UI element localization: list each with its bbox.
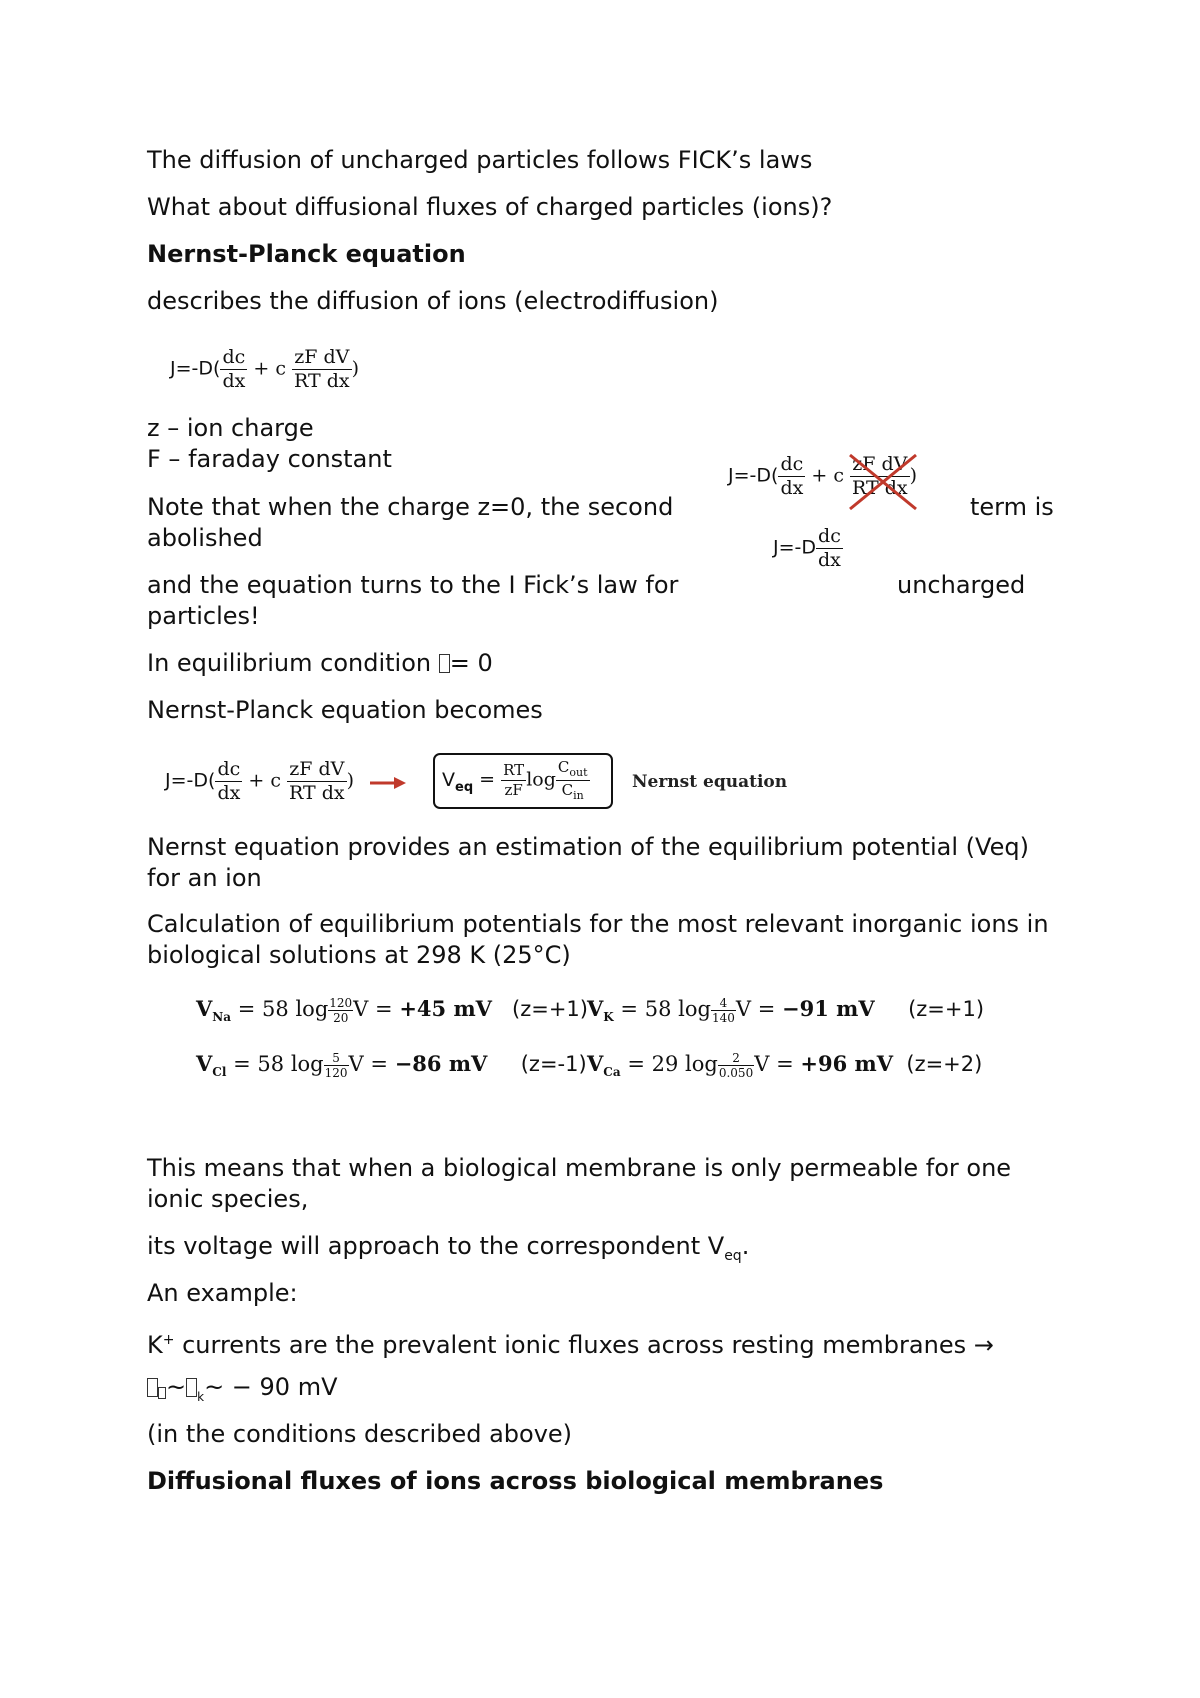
line-biological-solutions: biological solutions at 298 K (25°C) — [147, 941, 571, 969]
line-equilibrium-condition — [147, 648, 493, 679]
nernst-V: $V_{eq}$ — [442, 768, 474, 795]
eq-prefix: J=-D( — [728, 464, 779, 487]
line-np-becomes: Nernst-Planck equation becomes — [147, 696, 543, 724]
cross-out-mark — [846, 451, 920, 513]
heading-nernst-planck: Nernst-Planck equation — [147, 240, 466, 268]
eq-plus-c: + c — [248, 769, 281, 792]
nernst-log: log — [526, 768, 556, 791]
fick-dc-dx: $\frac{dc}{dx}$ — [818, 525, 841, 571]
line-nernst-provides: Nernst equation provides an estimation of the equilibrium potential (Veq) — [147, 833, 1029, 861]
missing-glyph-icon — [186, 1378, 197, 1397]
heading-diffusional-fluxes: Diffusional fluxes of ions across biological membranes — [147, 1467, 884, 1495]
eq-dc-dx: $\frac{dc}{dx}$ — [222, 346, 246, 392]
nernst-planck-equation — [170, 348, 359, 391]
line-voltage-approach: its voltage will approach to the correspondent $V_{eq}$. — [147, 1232, 750, 1264]
missing-glyph-icon — [147, 1378, 158, 1397]
fick-law-equation — [773, 527, 843, 570]
line-this-means: This means that when a biological membrane is only permeable for one — [147, 1154, 1012, 1182]
ion-calc-cl: $V_{Cl} = 58$ log $\frac{5}{120}$ V = −86 mV (z=-1) — [196, 1051, 587, 1080]
ion-calc-ca: $V_{Ca} = 29$ log $\frac{2}{0.050}$ V = +96 mV (z=+2) — [587, 1051, 983, 1080]
nernst-equation — [442, 760, 590, 801]
line-ionic-species: ionic species, — [147, 1185, 309, 1213]
line-conditions-described: (in the conditions described above) — [147, 1420, 573, 1448]
eq-zF-RT: $\frac{\text{zF dV}}{\text{RT dx}}$ — [289, 758, 345, 804]
line-vm-approx-vk: ~ $_k$~ − 90 mV — [147, 1372, 338, 1413]
eq-close: ) — [351, 357, 360, 380]
line-z-ion-charge: z – ion charge — [147, 414, 314, 442]
intro-line-ions-question: What about diffusional fluxes of charged particles (ions)? — [147, 193, 833, 221]
fick-prefix: J=-D — [773, 536, 817, 559]
line-uncharged: uncharged — [897, 571, 1026, 599]
missing-glyph-icon — [439, 654, 450, 673]
eq-plus-c: + c — [253, 357, 286, 380]
eq-dc-dx: $\frac{dc}{dx}$ — [780, 453, 804, 499]
eq-close: ) — [346, 769, 355, 792]
equilibrium-text: In equilibrium condition — [147, 649, 432, 677]
eq-plus-c: + c — [811, 464, 844, 487]
eq-zF-RT-crossed: $\frac{\text{zF dV}}{\text{RT dx}}$ — [850, 455, 910, 498]
line-particles: particles! — [147, 602, 260, 630]
line-k-currents: K+ currents are the prevalent ionic fluxes across resting membranes → — [147, 1331, 994, 1359]
line-calculation: Calculation of equilibrium potentials for the most relevant inorganic ions in — [147, 910, 1049, 938]
line-faraday-constant: F – faraday constant — [147, 445, 392, 473]
eq-dc-dx: $\frac{dc}{dx}$ — [217, 758, 241, 804]
eq-zF-RT: $\frac{\text{zF dV}}{\text{RT dx}}$ — [294, 346, 350, 392]
nernst-equation-label: Nernst equation — [632, 772, 788, 792]
eq-prefix: J=-D( — [165, 769, 216, 792]
nernst-eqsign: = — [479, 768, 496, 791]
line-for-an-ion: for an ion — [147, 864, 262, 892]
nernst-Cout-Cin: $\frac{C_{out}}{C_{in}}$ — [557, 758, 588, 802]
ion-calc-k: $V_K = 58$ log $\frac{4}{140}$ V = −91 mV (z=+1) — [587, 996, 985, 1025]
arrow-right-icon — [370, 776, 406, 790]
equilibrium-value: = 0 — [449, 649, 493, 677]
missing-glyph-icon — [158, 1387, 166, 1399]
intro-line-fick: The diffusion of uncharged particles follows FICK’s laws — [147, 146, 813, 174]
nernst-RT-zF: $\frac{RT}{zF}$ — [503, 761, 525, 799]
nernst-planck-crossed-equation — [728, 455, 917, 498]
line-abolished: abolished — [147, 524, 263, 552]
ion-calc-na: $V_{Na} = 58$ log $\frac{120}{20}$ V = +45 mV (z=+1) — [196, 996, 588, 1025]
line-an-example: An example: — [147, 1279, 298, 1307]
nernst-planck-equation-2 — [165, 760, 354, 803]
eq-close: ) — [909, 464, 918, 487]
eq-prefix: J=-D( — [170, 357, 221, 380]
line-term-is: term is — [970, 493, 1054, 521]
line-note-charge-zero: Note that when the charge z=0, the second — [147, 493, 674, 521]
line-turns-to-fick: and the equation turns to the I Fick’s law for — [147, 571, 679, 599]
line-electrodiffusion: describes the diffusion of ions (electrodiffusion) — [147, 287, 719, 315]
